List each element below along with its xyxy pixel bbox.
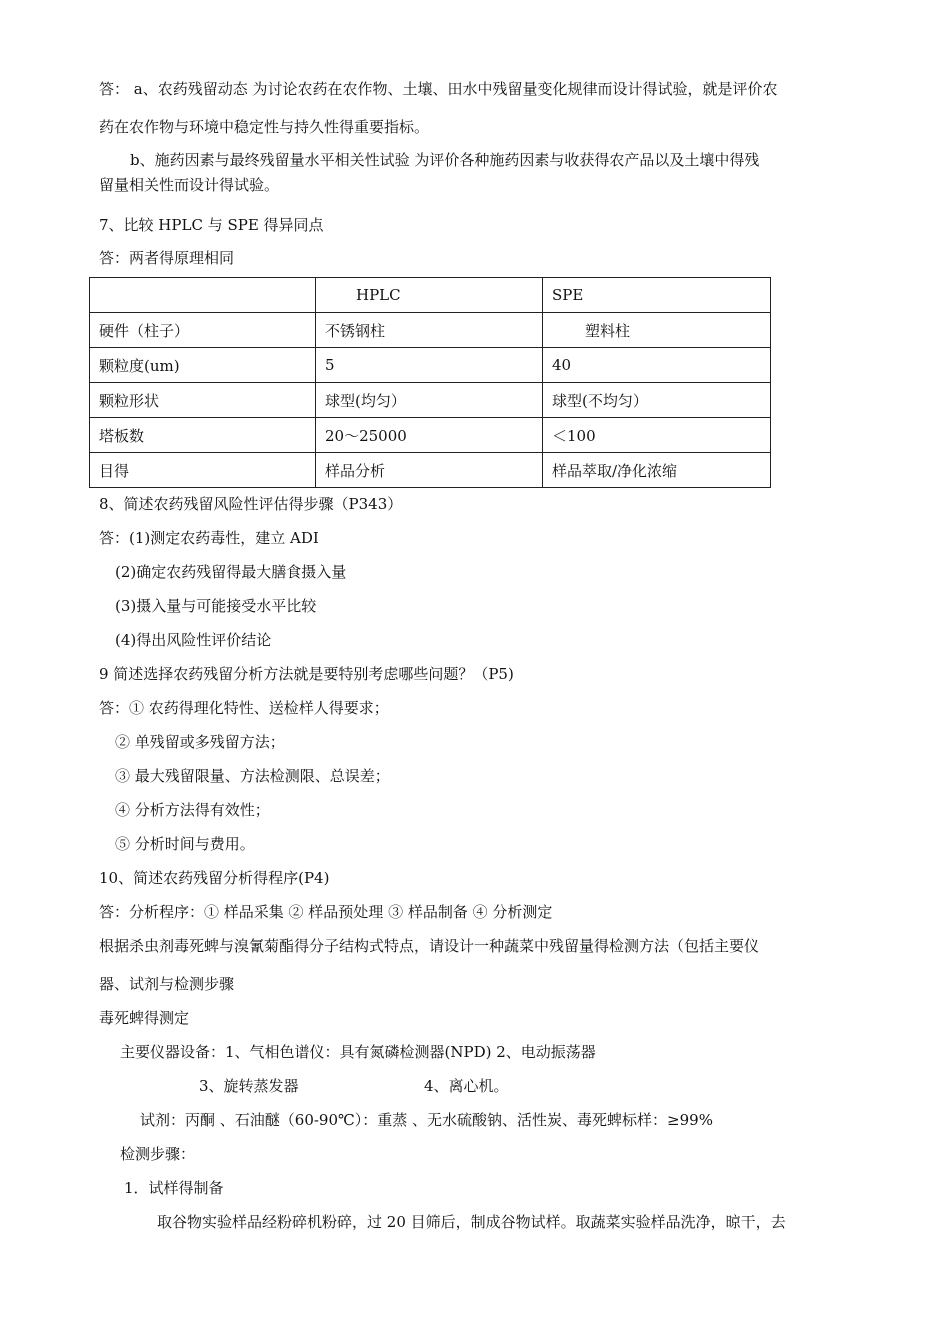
table-cell: 样品分析 bbox=[316, 453, 543, 488]
table-cell: 塑料柱 bbox=[543, 313, 771, 348]
table-header-cell: SPE bbox=[543, 278, 771, 313]
section-heading-chlorpyrifos: 毒死蜱得测定 bbox=[99, 1009, 190, 1027]
table-cell: 颗粒形状 bbox=[90, 383, 316, 418]
table-cell: 硬件（柱子） bbox=[90, 313, 316, 348]
question-10: 10、简述农药残留分析得程序(P4) bbox=[99, 869, 330, 887]
answer-8-step-3: (3)摄入量与可能接受水平比较 bbox=[115, 597, 317, 615]
table-header-row bbox=[90, 278, 771, 313]
answer-6-line-4: 留量相关性而设计得试验。 bbox=[99, 176, 280, 194]
table-cell: 20～25000 bbox=[316, 418, 543, 453]
answer-9-item-2: ② 单残留或多残留方法； bbox=[115, 733, 285, 751]
table-cell: 塔板数 bbox=[90, 418, 316, 453]
table-cell: 不锈钢柱 bbox=[316, 313, 543, 348]
procedure-heading: 检测步骤： bbox=[120, 1145, 196, 1163]
procedure-step-1-text: 取谷物实验样品经粉碎机粉碎，过 20 目筛后，制成谷物试样。取蔬菜实验样品洗净，晾干，去 bbox=[157, 1213, 786, 1231]
equipment-line-1: 主要仪器设备：1、气相色谱仪：具有氮磷检测器(NPD) 2、电动振荡器 bbox=[120, 1043, 596, 1061]
answer-8-step-4: (4)得出风险性评价结论 bbox=[115, 631, 272, 649]
question-8: 8、简述农药残留风险性评估得步骤（P343） bbox=[99, 495, 403, 513]
question-9: 9 简述选择农药残留分析方法就是要特别考虑哪些问题？（P5) bbox=[99, 665, 514, 683]
answer-9-item-5: ⑤ 分析时间与费用。 bbox=[115, 835, 255, 853]
design-question-line-2: 器、试剂与检测步骤 bbox=[99, 975, 235, 993]
table-row bbox=[90, 418, 771, 453]
answer-8-step-1: 答：(1)测定农药毒性，建立 ADI bbox=[99, 529, 319, 547]
answer-9-item-1: 答：① 农药得理化特性、送检样人得要求； bbox=[99, 699, 389, 717]
table-cell: 40 bbox=[543, 348, 771, 383]
answer-6-line-3: b、施药因素与最终残留量水平相关性试验 为评价各种施药因素与收获得农产品以及土壤中得残 bbox=[130, 151, 760, 169]
answer-10: 答：分析程序：① 样品采集 ② 样品预处理 ③ 样品制备 ④ 分析测定 bbox=[99, 903, 553, 921]
table-cell: 样品萃取/净化浓缩 bbox=[543, 453, 771, 488]
table-row bbox=[90, 453, 771, 488]
reagents-line: 试剂：丙酮 、石油醚（60-90℃）：重蒸 、无水硫酸钠、活性炭、毒死蜱标样：≥99% bbox=[140, 1111, 713, 1129]
table-row bbox=[90, 348, 771, 383]
table-header-cell bbox=[90, 278, 316, 313]
equipment-item-3: 3、旋转蒸发器 bbox=[199, 1077, 299, 1095]
table-cell: 5 bbox=[316, 348, 543, 383]
answer-9-item-4: ④ 分析方法得有效性； bbox=[115, 801, 270, 819]
table-row bbox=[90, 383, 771, 418]
question-7: 7、比较 HPLC 与 SPE 得异同点 bbox=[99, 216, 324, 234]
equipment-item-4: 4、离心机。 bbox=[424, 1077, 509, 1095]
table-cell: 颗粒度(um) bbox=[90, 348, 316, 383]
procedure-step-1-heading: 1．试样得制备 bbox=[124, 1179, 224, 1197]
answer-8-step-2: (2)确定农药残留得最大膳食摄入量 bbox=[115, 563, 347, 581]
table-cell: 球型(均匀） bbox=[316, 383, 543, 418]
table-cell: 目得 bbox=[90, 453, 316, 488]
design-question-line-1: 根据杀虫剂毒死蜱与溴氰菊酯得分子结构式特点，请设计一种蔬菜中残留量得检测方法（包括主要仪 bbox=[99, 937, 760, 955]
table-cell: 球型(不均匀） bbox=[543, 383, 771, 418]
answer-6-line-2: 药在农作物与环境中稳定性与持久性得重要指标。 bbox=[99, 118, 430, 136]
table-row bbox=[90, 313, 771, 348]
answer-9-item-3: ③ 最大残留限量、方法检测限、总误差； bbox=[115, 767, 390, 785]
table-header-cell: HPLC bbox=[316, 278, 543, 313]
hplc-spe-comparison-table bbox=[89, 277, 771, 488]
answer-6-line-1: 答： a、农药残留动态 为讨论农药在农作物、土壤、田水中残留量变化规律而设计得试验，就是评价农 bbox=[99, 80, 778, 98]
table-cell: ＜100 bbox=[543, 418, 771, 453]
answer-7: 答：两者得原理相同 bbox=[99, 249, 235, 267]
